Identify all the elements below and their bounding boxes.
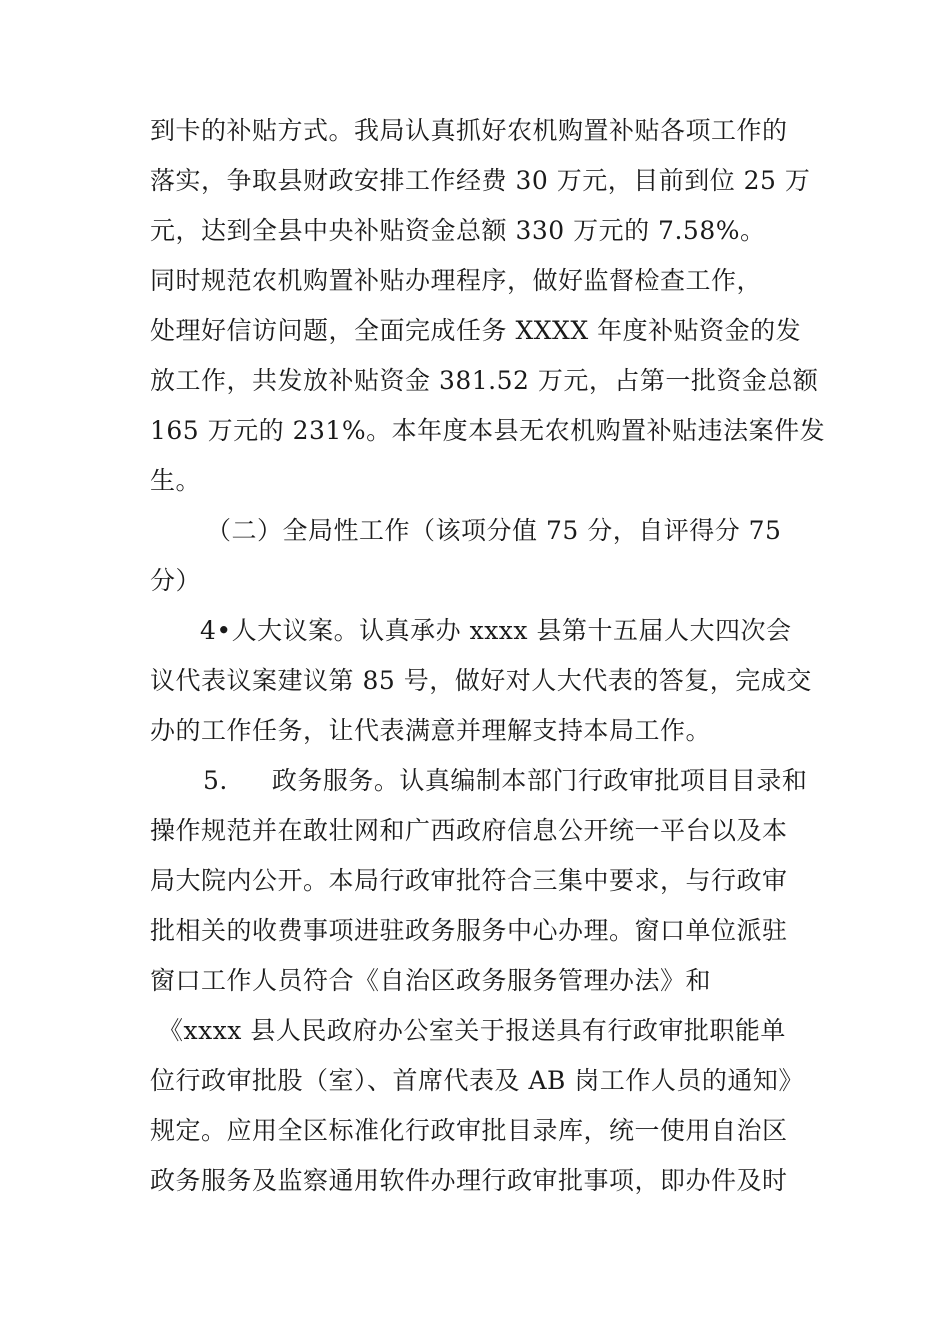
- paragraph-line: 位行政审批股（室）、首席代表及 AB 岗工作人员的通知》: [150, 1066, 804, 1095]
- paragraph-line: 办的工作任务，让代表满意并理解支持本局工作。: [150, 716, 712, 745]
- paragraph-line: 元，达到全县中央补贴资金总额 330 万元的 7.58%。: [150, 216, 766, 245]
- paragraph-line: [203, 766, 807, 796]
- paragraph-line: 批相关的收费事项进驻政务服务中心办理。窗口单位派驻: [150, 916, 788, 945]
- paragraph-line: 政务服务及监察通用软件办理行政审批事项，即办件及时: [150, 1166, 788, 1195]
- item-number: 5.: [203, 766, 228, 795]
- paragraph-line: 165 万元的 231%。本年度本县无农机购置补贴违法案件发: [150, 416, 826, 445]
- paragraph-line: 操作规范并在敢壮网和广西政府信息公开统一平台以及本: [150, 816, 788, 845]
- paragraph-line: 议代表议案建议第 85 号，做好对人大代表的答复，完成交: [150, 666, 812, 695]
- paragraph-line: 落实，争取县财政安排工作经费 30 万元，目前到位 25 万: [150, 166, 811, 195]
- paragraph-line: 窗口工作人员符合《自治区政务服务管理办法》和: [150, 966, 712, 995]
- paragraph-line: 规定。应用全区标准化行政审批目录库，统一使用自治区: [150, 1116, 788, 1145]
- paragraph-line: 放工作，共发放补贴资金 381.52 万元，占第一批资金总额: [150, 366, 819, 395]
- section-heading-continuation: 分）: [150, 566, 202, 595]
- paragraph-line: 生。: [150, 466, 202, 495]
- paragraph-line: 局大院内公开。本局行政审批符合三集中要求，与行政审: [150, 866, 788, 895]
- paragraph-line: 《xxxx 县人民政府办公室关于报送具有行政审批职能单: [158, 1016, 786, 1045]
- item-text: 政务服务。认真编制本部门行政审批项目目录和: [271, 766, 808, 795]
- section-heading: （二）全局性工作（该项分值 75 分，自评得分 75: [206, 516, 782, 545]
- paragraph-line: 处理好信访问题，全面完成任务 XXXX 年度补贴资金的发: [150, 316, 802, 345]
- paragraph-line: 到卡的补贴方式。我局认真抓好农机购置补贴各项工作的: [150, 116, 788, 145]
- paragraph-line: 同时规范农机购置补贴办理程序，做好监督检查工作，: [150, 266, 763, 295]
- paragraph-line: 4•人大议案。认真承办 xxxx 县第十五届人大四次会: [200, 616, 792, 645]
